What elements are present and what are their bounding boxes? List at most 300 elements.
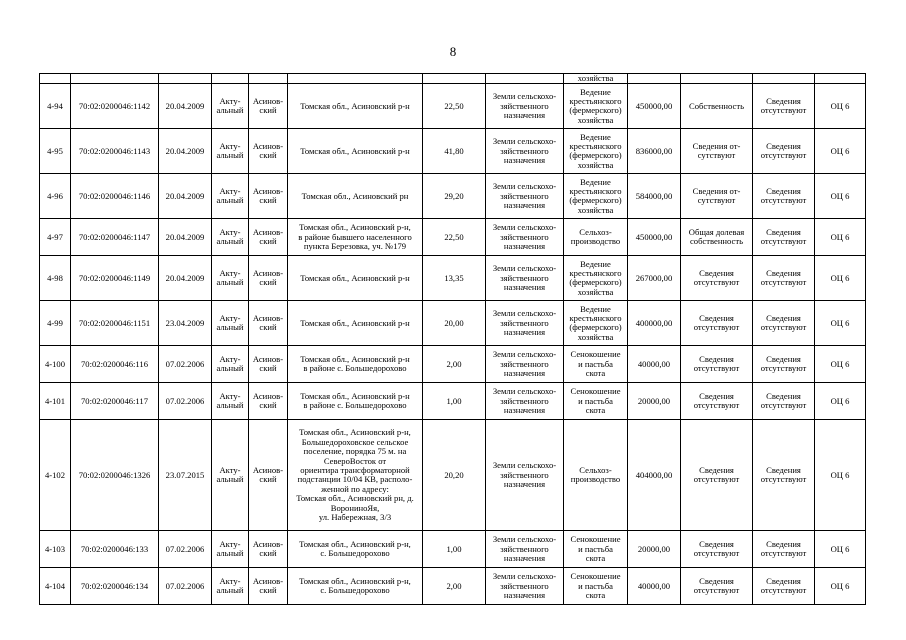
cell-address-line: Томская обл., Асиновский р-н [300,391,410,401]
cell-address [288,129,423,174]
cell-status-line: Акту- [219,539,241,549]
cell-encumbrance-line: отсутствуют [760,236,807,247]
cell-address-line: ул. Набережная, 3/3 [318,512,392,523]
cell-permitted-use-line: скота [585,590,606,601]
cell-address-line: поселение, порядка 75 м. на [303,446,407,457]
cell-encumbrance [753,256,815,301]
cell-ownership [681,174,753,219]
cell-status-line: альный [216,585,244,596]
cell-ownership-line: отсутствуют [693,277,740,288]
cell-cadastral-number: 70:02:0200046:1142 [71,84,159,129]
cell-permitted-use-line: и пастьба [578,358,613,369]
cell-encumbrance-line: отсутствуют [760,105,807,116]
cell-address-line: Томская обл., Асиновский рн [301,190,409,201]
cell-address-line: подстанции 10/04 КВ, располо- [297,474,413,485]
cell-encumbrance-line: отсутствуют [760,277,807,288]
cell-cadastral-value: 450000,00 [628,84,681,129]
table-row [40,420,866,531]
cell-permitted-use-line: Ведение [580,131,611,142]
cell-ownership-line: Общая долевая [688,227,745,237]
cell-ownership [681,84,753,129]
cell-status-line: Акту- [219,141,241,151]
cell-registration-date: 20.04.2009 [159,256,212,301]
cell-land-category-line: назначения [503,327,546,338]
cell-district [249,383,288,420]
cell-registration-date: 23.07.2015 [159,420,212,531]
carry-over-cell [40,74,71,84]
cell-code: ОЦ 6 [815,383,866,420]
cell-address-line: в районе бывшего населенного [298,231,412,242]
cell-district-line: ский [259,322,277,333]
cell-number: 4-104 [40,568,71,605]
cell-cadastral-number: 70:02:0200046:1151 [71,301,159,346]
cell-cadastral-value: 40000,00 [628,346,681,383]
cell-land-category [486,174,564,219]
cell-land-category-line: назначения [503,553,546,564]
cell-ownership-line: Сведения [699,354,734,364]
cell-code: ОЦ 6 [815,568,866,605]
cell-encumbrance-line: Сведения [766,227,801,237]
cell-cadastral-number: 70:02:0200046:1326 [71,420,159,531]
cell-permitted-use-line: и пастьба [578,543,613,554]
cell-status [212,301,249,346]
cell-land-category [486,346,564,383]
cell-land-category-line: Земли сельскохо- [492,91,557,102]
cell-status-line: Акту- [219,313,241,323]
cell-permitted-use-line: и пастьба [578,580,613,591]
cell-area: 20,20 [423,420,486,531]
cell-cadastral-number: 70:02:0200046:134 [71,568,159,605]
cell-ownership-line: отсутствуют [693,585,740,596]
cell-ownership-line: сутствуют [697,150,736,161]
cell-permitted-use-line: скота [585,553,606,564]
cell-address-line: ВорониноЯя, [330,502,380,513]
cell-permitted-use-line: Сельхоз- [579,227,612,237]
carry-over-cell: хозяйства [564,74,628,84]
cell-address-line: СевероВосток от [323,455,387,466]
cell-encumbrance [753,383,815,420]
cell-district-line: ский [259,363,277,374]
cell-encumbrance [753,346,815,383]
cell-encumbrance-line: Сведения [766,313,801,323]
cell-land-category-line: Земли сельскохо- [492,263,557,274]
cell-permitted-use-line: производство [570,236,621,247]
cell-status-line: альный [216,105,244,116]
cell-encumbrance-line: Сведения [766,186,801,196]
cell-number: 4-101 [40,383,71,420]
cell-permitted-use-line: Ведение [580,303,611,314]
cell-ownership [681,346,753,383]
cell-cadastral-value: 584000,00 [628,174,681,219]
cell-permitted-use-line: хозяйства [577,331,614,342]
cell-address [288,420,423,531]
cell-number: 4-100 [40,346,71,383]
cell-district [249,346,288,383]
cell-district [249,420,288,531]
cell-permitted-use-line: крестьянского [569,268,622,278]
cell-permitted-use-line: хозяйства [577,159,614,170]
cell-number: 4-103 [40,531,71,568]
cell-ownership [681,383,753,420]
carry-over-cell [423,74,486,84]
cell-encumbrance-line: отсутствуют [760,548,807,559]
cell-encumbrance [753,219,815,256]
cell-land-category [486,84,564,129]
cell-land-category-line: назначения [503,282,546,293]
cell-status [212,383,249,420]
cell-registration-date: 20.04.2009 [159,129,212,174]
cell-address-line: пункта Березовка, уч. №179 [303,241,407,252]
cell-encumbrance-line: отсутствуют [760,322,807,333]
cell-permitted-use-line: и пастьба [578,395,613,406]
carry-over-cell [159,74,212,84]
cell-permitted-use-line: Сенокошение [570,349,621,360]
cell-cadastral-value: 20000,00 [628,383,681,420]
carry-over-cell [486,74,564,84]
cell-cadastral-number: 70:02:0200046:1147 [71,219,159,256]
cell-permitted-use [564,219,628,256]
carry-over-cell [212,74,249,84]
cell-cadastral-number: 70:02:0200046:1146 [71,174,159,219]
cell-permitted-use [564,568,628,605]
cell-district-line: Асинов- [252,313,284,323]
table-row [40,219,866,256]
cell-cadastral-value: 836000,00 [628,129,681,174]
cell-permitted-use-line: Ведение [580,86,611,97]
cell-area: 13,35 [423,256,486,301]
cell-cadastral-number: 70:02:0200046:117 [71,383,159,420]
cell-status-line: альный [216,474,244,485]
cell-address [288,84,423,129]
cell-ownership-line: Сведения [699,268,734,278]
cell-address-line: Томская обл., Асиновский р-н, [299,576,411,586]
table-row [40,568,866,605]
cell-address-line: ориентира трансформаторной [300,465,410,475]
cell-area: 20,00 [423,301,486,346]
cell-number: 4-96 [40,174,71,219]
cell-address-line: Томская обл., Асиновский р-н, [299,427,411,438]
cell-ownership [681,568,753,605]
cell-registration-date: 20.04.2009 [159,174,212,219]
cell-address-line: Томская обл., Асиновский рн, д. [296,493,414,504]
cell-cadastral-number: 70:02:0200046:1149 [71,256,159,301]
cell-registration-date: 07.02.2006 [159,568,212,605]
cell-land-category [486,568,564,605]
cell-district [249,256,288,301]
cell-status-line: Акту- [219,227,241,237]
cell-land-category-line: зяйственного [500,145,549,156]
cell-permitted-use-line: (фермерского) [569,322,622,333]
cell-permitted-use-line: Сенокошение [570,386,621,397]
cell-permitted-use-line: крестьянского [569,141,622,151]
cell-encumbrance-line: отсутствуют [760,474,807,485]
cell-permitted-use-line: Ведение [580,258,611,269]
cell-permitted-use-line: Сенокошение [570,571,621,582]
cell-status-line: Акту- [219,268,241,278]
cell-status-line: Акту- [219,391,241,401]
cell-district-line: ский [259,585,277,596]
cell-land-category-line: зяйственного [500,395,549,406]
cell-address [288,383,423,420]
cell-district-line: ский [259,105,277,116]
cell-area: 1,00 [423,383,486,420]
table-row [40,383,866,420]
cell-permitted-use-line: скота [585,368,606,379]
cell-status [212,129,249,174]
cell-encumbrance-line: Сведения [766,391,801,401]
cell-district-line: ский [259,277,277,288]
carry-over-cell [681,74,753,84]
cell-ownership-line: отсутствуют [693,474,740,485]
cell-land-category-line: зяйственного [500,317,549,328]
cell-area: 2,00 [423,346,486,383]
cell-permitted-use [564,301,628,346]
cell-district-line: Асинов- [252,227,284,237]
cell-area: 22,50 [423,219,486,256]
cell-status [212,174,249,219]
cell-encumbrance-line: Сведения [766,141,801,151]
cell-ownership [681,301,753,346]
cell-permitted-use [564,420,628,531]
cell-ownership-line: собственность [689,236,744,247]
cell-land-category-line: назначения [503,155,546,166]
cell-code: ОЦ 6 [815,174,866,219]
cell-district-line: Асинов- [252,391,284,401]
cell-permitted-use [564,256,628,301]
cell-land-category-line: зяйственного [500,580,549,591]
cell-status-line: альный [216,150,244,161]
carry-over-cell [288,74,423,84]
cell-status-line: Акту- [219,354,241,364]
table-row [40,84,866,129]
cell-cadastral-value: 404000,00 [628,420,681,531]
carry-over-cell [753,74,815,84]
cell-address [288,301,423,346]
table-row [40,174,866,219]
cell-land-category-line: назначения [503,479,546,490]
cell-ownership-line: Сведения от- [692,141,741,151]
cell-address-line: Большедороховское сельское [301,436,409,447]
cell-permitted-use-line: (фермерского) [569,277,622,288]
cell-address-line: с. Большедорохово [320,585,390,596]
cell-address [288,568,423,605]
cell-permitted-use [564,174,628,219]
cell-number: 4-102 [40,420,71,531]
cell-permitted-use-line: хозяйства [577,114,614,125]
cell-ownership-line: Сведения [699,391,734,401]
cell-status-line: Акту- [219,186,241,196]
cell-status [212,568,249,605]
cell-address [288,346,423,383]
cell-status-line: альный [216,195,244,206]
cell-address [288,174,423,219]
cell-code: ОЦ 6 [815,84,866,129]
cell-address [288,219,423,256]
cell-permitted-use [564,383,628,420]
carry-over-cell [249,74,288,84]
cell-permitted-use-line: скота [585,405,606,416]
cell-land-category-line: Земли сельскохо- [492,571,557,582]
cell-land-category-line: зяйственного [500,190,549,201]
cell-permitted-use-line: Ведение [580,176,611,187]
table-row [40,531,866,568]
cell-number: 4-94 [40,84,71,129]
cell-address-line: в районе с. Большедорохово [303,363,407,374]
cell-land-category-line: Земли сельскохо- [492,222,557,233]
cell-district-line: Асинов- [252,465,284,475]
cell-land-category-line: зяйственного [500,543,549,554]
cell-land-category-line: Земли сельскохо- [492,349,557,360]
cell-district-line: Асинов- [252,539,284,549]
cell-address [288,531,423,568]
cell-land-category [486,531,564,568]
cell-permitted-use-line: Сенокошение [570,534,621,545]
cell-district [249,219,288,256]
cell-district [249,129,288,174]
cell-district [249,568,288,605]
cell-district [249,84,288,129]
cell-ownership-line: Сведения [699,576,734,586]
cell-status-line: Акту- [219,465,241,475]
cell-cadastral-value: 267000,00 [628,256,681,301]
cell-land-category-line: Земли сельскохо- [492,460,557,471]
cell-status-line: альный [216,277,244,288]
cell-address-line: с. Большедорохово [320,548,390,559]
cell-cadastral-value: 450000,00 [628,219,681,256]
cell-encumbrance-line: отсутствуют [760,585,807,596]
cell-area: 1,00 [423,531,486,568]
cell-status-line: альный [216,363,244,374]
carry-over-row [40,74,866,84]
cell-district-line: Асинов- [252,354,284,364]
cell-cadastral-number: 70:02:0200046:116 [71,346,159,383]
cell-land-category-line: Земли сельскохо- [492,534,557,545]
cell-ownership [681,129,753,174]
cell-land-category-line: назначения [503,590,546,601]
cell-permitted-use-line: хозяйства [577,286,614,297]
cell-address-line: Томская обл., Асиновский р-н [300,100,410,111]
cell-status [212,420,249,531]
cell-cadastral-value: 20000,00 [628,531,681,568]
cell-land-category-line: назначения [503,241,546,252]
cell-land-category-line: зяйственного [500,231,549,242]
cell-cadastral-value: 40000,00 [628,568,681,605]
carry-over-cell [628,74,681,84]
cell-status [212,531,249,568]
cell-district-line: ский [259,474,277,485]
cell-district-line: Асинов- [252,186,284,196]
cell-district-line: ский [259,150,277,161]
cell-code: ОЦ 6 [815,420,866,531]
cell-ownership-line: отсутствуют [693,363,740,374]
cell-ownership [681,531,753,568]
cell-address-line: Томская обл., Асиновский р-н, [299,539,411,549]
cell-code: ОЦ 6 [815,301,866,346]
cell-permitted-use [564,129,628,174]
cell-permitted-use [564,531,628,568]
cell-district-line: Асинов- [252,141,284,151]
cell-status-line: альный [216,236,244,247]
cell-encumbrance-line: отсутствуют [760,150,807,161]
cell-status [212,346,249,383]
cell-permitted-use-line: Сельхоз- [579,465,612,475]
cell-permitted-use [564,346,628,383]
cell-land-category [486,129,564,174]
cell-land-category-line: назначения [503,200,546,211]
cell-ownership-line: сутствуют [697,195,736,206]
cell-land-category-line: Земли сельскохо- [492,386,557,397]
cell-encumbrance-line: отсутствуют [760,195,807,206]
cell-ownership [681,256,753,301]
table-row [40,301,866,346]
cell-land-category [486,219,564,256]
cell-land-category-line: назначения [503,110,546,121]
cell-land-category [486,420,564,531]
land-registry-table [39,73,866,605]
cell-code: ОЦ 6 [815,531,866,568]
cell-district [249,174,288,219]
page-number: 8 [449,44,457,59]
cell-registration-date: 20.04.2009 [159,84,212,129]
cell-registration-date: 07.02.2006 [159,346,212,383]
cell-permitted-use-line: (фермерского) [569,150,622,161]
cell-registration-date: 23.04.2009 [159,301,212,346]
cell-ownership [681,420,753,531]
cell-status-line: альный [216,548,244,559]
cell-ownership-line: Сведения от- [692,186,741,196]
cell-status-line: альный [216,400,244,411]
cell-ownership-line: отсутствуют [693,400,740,411]
cell-ownership-line: отсутствуют [693,548,740,559]
cell-status-line: альный [216,322,244,333]
cell-land-category-line: зяйственного [500,469,549,480]
cell-encumbrance-line: Сведения [766,539,801,549]
cell-ownership-line: отсутствуют [693,322,740,333]
cell-land-category-line: Земли сельскохо- [492,308,557,319]
cell-encumbrance [753,531,815,568]
cell-number: 4-95 [40,129,71,174]
cell-land-category [486,383,564,420]
cell-permitted-use-line: хозяйства [577,204,614,215]
carry-over-cell [71,74,159,84]
cell-ownership-line: Сведения [699,539,734,549]
cell-status [212,256,249,301]
cell-address-line: Томская обл., Асиновский р-н, [299,222,411,233]
cell-land-category-line: зяйственного [500,358,549,369]
cell-status [212,84,249,129]
cell-land-category-line: зяйственного [500,100,549,111]
cell-encumbrance [753,84,815,129]
cell-area: 29,20 [423,174,486,219]
cell-address-line: женной по адресу: [321,483,389,494]
cell-registration-date: 07.02.2006 [159,531,212,568]
cell-status-line: Акту- [219,576,241,586]
cell-district-line: Асинов- [252,576,284,586]
cell-status [212,219,249,256]
cell-land-category [486,301,564,346]
cell-permitted-use-line: (фермерского) [569,195,622,206]
cell-address-line: Томская обл., Асиновский р-н [300,317,410,328]
cell-encumbrance [753,568,815,605]
carry-over-cell [815,74,866,84]
cell-land-category-line: Земли сельскохо- [492,181,557,192]
cell-ownership-line: Сведения [699,313,734,323]
cell-encumbrance-line: отсутствуют [760,400,807,411]
cell-area: 41,80 [423,129,486,174]
cell-permitted-use [564,84,628,129]
cell-number: 4-99 [40,301,71,346]
cell-registration-date: 20.04.2009 [159,219,212,256]
